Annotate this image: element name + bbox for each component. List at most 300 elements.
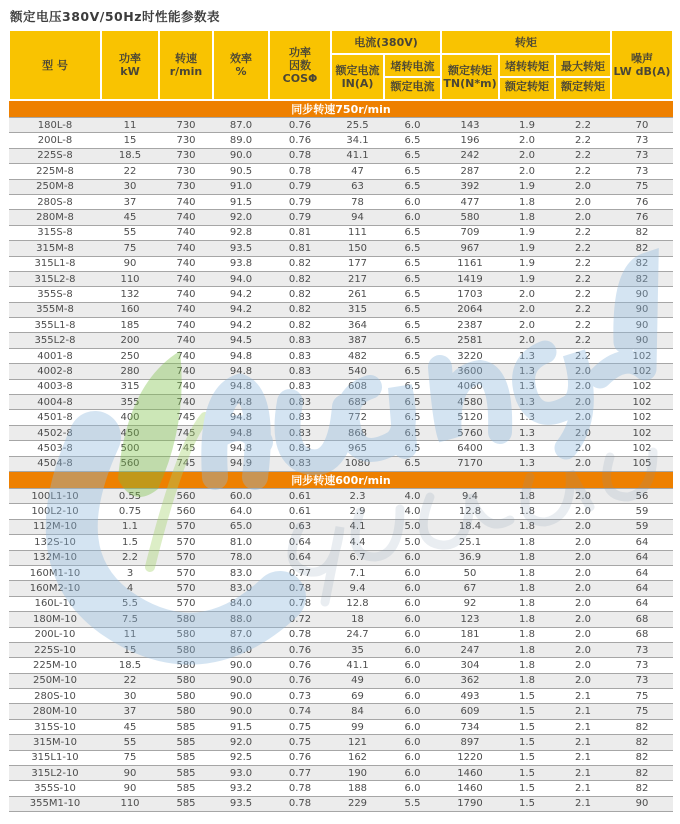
col-header-speed: 转速 r/min xyxy=(159,30,213,100)
value-cell: 0.81 xyxy=(269,241,331,256)
value-cell: 67 xyxy=(441,581,499,596)
value-cell: 90 xyxy=(611,287,673,302)
model-cell: 132M-10 xyxy=(9,550,101,565)
value-cell: 75 xyxy=(101,241,159,256)
value-cell: 6.7 xyxy=(331,550,384,565)
value-cell: 1220 xyxy=(441,750,499,765)
value-cell: 730 xyxy=(159,118,213,133)
value-cell: 25.5 xyxy=(331,118,384,133)
value-cell: 6.5 xyxy=(384,271,441,286)
value-cell: 4580 xyxy=(441,395,499,410)
value-cell: 2.2 xyxy=(555,287,611,302)
model-cell: 315M-8 xyxy=(9,241,101,256)
value-cell: 87.0 xyxy=(213,118,269,133)
value-cell: 2.0 xyxy=(499,287,555,302)
value-cell: 0.76 xyxy=(269,658,331,673)
value-cell: 82 xyxy=(611,750,673,765)
value-cell: 4.1 xyxy=(331,519,384,534)
model-cell: 355L1-8 xyxy=(9,318,101,333)
spec-table xyxy=(8,29,674,812)
value-cell: 2.9 xyxy=(331,504,384,519)
value-cell: 59 xyxy=(611,519,673,534)
model-cell: 4502-8 xyxy=(9,425,101,440)
value-cell: 196 xyxy=(441,133,499,148)
value-cell: 6.0 xyxy=(384,210,441,225)
value-cell: 73 xyxy=(611,164,673,179)
value-cell: 1.8 xyxy=(499,658,555,673)
table-row xyxy=(9,735,673,750)
value-cell: 0.76 xyxy=(269,750,331,765)
value-cell: 82 xyxy=(611,719,673,734)
table-row xyxy=(9,148,673,163)
model-cell: 4002-8 xyxy=(9,364,101,379)
value-cell: 2387 xyxy=(441,318,499,333)
value-cell: 0.78 xyxy=(269,796,331,811)
value-cell: 0.83 xyxy=(269,333,331,348)
value-cell: 6.0 xyxy=(384,658,441,673)
value-cell: 123 xyxy=(441,612,499,627)
model-cell: 100L1-10 xyxy=(9,488,101,503)
table-row xyxy=(9,410,673,425)
col-header-power: 功率 kW xyxy=(101,30,159,100)
model-cell: 355M1-10 xyxy=(9,796,101,811)
col-header-model: 型 号 xyxy=(9,30,101,100)
value-cell: 6.5 xyxy=(384,256,441,271)
table-row xyxy=(9,719,673,734)
value-cell: 280 xyxy=(101,364,159,379)
value-cell: 41.1 xyxy=(331,148,384,163)
value-cell: 0.83 xyxy=(269,379,331,394)
value-cell: 247 xyxy=(441,642,499,657)
value-cell: 540 xyxy=(331,364,384,379)
value-cell: 2.1 xyxy=(555,781,611,796)
value-cell: 91.5 xyxy=(213,194,269,209)
value-cell: 2.2 xyxy=(555,348,611,363)
value-cell: 0.61 xyxy=(269,504,331,519)
value-cell: 5.0 xyxy=(384,535,441,550)
value-cell: 2.0 xyxy=(555,364,611,379)
value-cell: 6.5 xyxy=(384,395,441,410)
col-header-max-torque-ratio: 最大转矩 额定转矩 xyxy=(555,54,611,100)
value-cell: 580 xyxy=(159,689,213,704)
value-cell: 93.5 xyxy=(213,796,269,811)
value-cell: 102 xyxy=(611,441,673,456)
value-cell: 0.83 xyxy=(269,456,331,471)
value-cell: 772 xyxy=(331,410,384,425)
col-header-rated-current: 额定电流 IN(A) xyxy=(331,54,384,100)
value-cell: 1.3 xyxy=(499,348,555,363)
col-header-efficiency: 效率 % xyxy=(213,30,269,100)
value-cell: 2581 xyxy=(441,333,499,348)
value-cell: 0.83 xyxy=(269,441,331,456)
value-cell: 2.2 xyxy=(555,318,611,333)
value-cell: 2.0 xyxy=(555,425,611,440)
value-cell: 65.0 xyxy=(213,519,269,534)
value-cell: 740 xyxy=(159,395,213,410)
value-cell: 102 xyxy=(611,348,673,363)
value-cell: 2.2 xyxy=(555,225,611,240)
value-cell: 83.0 xyxy=(213,565,269,580)
value-cell: 740 xyxy=(159,241,213,256)
model-cell: 4001-8 xyxy=(9,348,101,363)
table-row xyxy=(9,256,673,271)
value-cell: 1.8 xyxy=(499,673,555,688)
value-cell: 6.5 xyxy=(384,379,441,394)
value-cell: 868 xyxy=(331,425,384,440)
value-cell: 6.0 xyxy=(384,719,441,734)
value-cell: 6400 xyxy=(441,441,499,456)
col-group-torque: 转矩 xyxy=(441,30,611,54)
value-cell: 0.82 xyxy=(269,256,331,271)
value-cell: 740 xyxy=(159,194,213,209)
section-band xyxy=(9,100,673,118)
model-cell: 160M2-10 xyxy=(9,581,101,596)
value-cell: 73 xyxy=(611,133,673,148)
value-cell: 73 xyxy=(611,658,673,673)
value-cell: 2064 xyxy=(441,302,499,317)
table-row xyxy=(9,766,673,781)
value-cell: 110 xyxy=(101,796,159,811)
value-cell: 190 xyxy=(331,766,384,781)
table-row xyxy=(9,704,673,719)
model-cell: 112M-10 xyxy=(9,519,101,534)
model-cell: 315L2-10 xyxy=(9,766,101,781)
value-cell: 2.0 xyxy=(555,612,611,627)
value-cell: 570 xyxy=(159,550,213,565)
value-cell: 1460 xyxy=(441,766,499,781)
model-cell: 250M-10 xyxy=(9,673,101,688)
value-cell: 1.8 xyxy=(499,194,555,209)
value-cell: 50 xyxy=(441,565,499,580)
value-cell: 0.79 xyxy=(269,194,331,209)
value-cell: 2.2 xyxy=(555,271,611,286)
value-cell: 609 xyxy=(441,704,499,719)
value-cell: 18.5 xyxy=(101,148,159,163)
value-cell: 181 xyxy=(441,627,499,642)
model-cell: 280S-8 xyxy=(9,194,101,209)
value-cell: 315 xyxy=(101,379,159,394)
model-cell: 355M-8 xyxy=(9,302,101,317)
value-cell: 86.0 xyxy=(213,642,269,657)
value-cell: 105 xyxy=(611,456,673,471)
value-cell: 730 xyxy=(159,148,213,163)
value-cell: 740 xyxy=(159,225,213,240)
value-cell: 2.0 xyxy=(499,302,555,317)
value-cell: 2.0 xyxy=(555,456,611,471)
table-row xyxy=(9,241,673,256)
value-cell: 11 xyxy=(101,118,159,133)
value-cell: 45 xyxy=(101,210,159,225)
value-cell: 2.3 xyxy=(331,488,384,503)
value-cell: 560 xyxy=(159,504,213,519)
value-cell: 500 xyxy=(101,441,159,456)
value-cell: 6.0 xyxy=(384,642,441,657)
value-cell: 90 xyxy=(101,766,159,781)
col-header-locked-rotor-torque-ratio: 堵转转矩 额定转矩 xyxy=(499,54,555,100)
model-cell: 200L-8 xyxy=(9,133,101,148)
value-cell: 1.8 xyxy=(499,535,555,550)
value-cell: 2.0 xyxy=(555,395,611,410)
value-cell: 7.1 xyxy=(331,565,384,580)
value-cell: 570 xyxy=(159,581,213,596)
value-cell: 94 xyxy=(331,210,384,225)
value-cell: 82 xyxy=(611,225,673,240)
value-cell: 90 xyxy=(611,302,673,317)
value-cell: 35 xyxy=(331,642,384,657)
value-cell: 94.9 xyxy=(213,456,269,471)
value-cell: 585 xyxy=(159,766,213,781)
value-cell: 82 xyxy=(611,781,673,796)
value-cell: 94.8 xyxy=(213,395,269,410)
value-cell: 608 xyxy=(331,379,384,394)
table-row xyxy=(9,395,673,410)
model-cell: 160M1-10 xyxy=(9,565,101,580)
table-row xyxy=(9,565,673,580)
value-cell: 1.8 xyxy=(499,612,555,627)
value-cell: 2.0 xyxy=(555,581,611,596)
value-cell: 1.3 xyxy=(499,410,555,425)
value-cell: 2.0 xyxy=(555,179,611,194)
table-row xyxy=(9,642,673,657)
value-cell: 0.78 xyxy=(269,148,331,163)
value-cell: 64 xyxy=(611,550,673,565)
model-cell: 225S-8 xyxy=(9,148,101,163)
value-cell: 1.1 xyxy=(101,519,159,534)
value-cell: 570 xyxy=(159,565,213,580)
value-cell: 3220 xyxy=(441,348,499,363)
value-cell: 1.3 xyxy=(499,364,555,379)
value-cell: 94.8 xyxy=(213,379,269,394)
value-cell: 1703 xyxy=(441,287,499,302)
value-cell: 22 xyxy=(101,164,159,179)
value-cell: 1.3 xyxy=(499,379,555,394)
value-cell: 3600 xyxy=(441,364,499,379)
table-row xyxy=(9,133,673,148)
value-cell: 92.5 xyxy=(213,750,269,765)
value-cell: 76 xyxy=(611,210,673,225)
col-header-power-factor: 功率 因数 COSΦ xyxy=(269,30,331,100)
table-row xyxy=(9,364,673,379)
value-cell: 450 xyxy=(101,425,159,440)
value-cell: 82 xyxy=(611,271,673,286)
value-cell: 2.0 xyxy=(499,148,555,163)
value-cell: 111 xyxy=(331,225,384,240)
value-cell: 2.2 xyxy=(555,256,611,271)
value-cell: 2.0 xyxy=(555,410,611,425)
value-cell: 60.0 xyxy=(213,488,269,503)
value-cell: 0.77 xyxy=(269,766,331,781)
table-row xyxy=(9,318,673,333)
table-row xyxy=(9,179,673,194)
table-row xyxy=(9,456,673,471)
value-cell: 24.7 xyxy=(331,627,384,642)
spec-table-body xyxy=(9,100,673,812)
value-cell: 387 xyxy=(331,333,384,348)
value-cell: 22 xyxy=(101,673,159,688)
model-cell: 200L-10 xyxy=(9,627,101,642)
value-cell: 37 xyxy=(101,704,159,719)
value-cell: 585 xyxy=(159,750,213,765)
value-cell: 580 xyxy=(159,658,213,673)
value-cell: 740 xyxy=(159,287,213,302)
value-cell: 132 xyxy=(101,287,159,302)
model-cell: 355S-8 xyxy=(9,287,101,302)
value-cell: 45 xyxy=(101,719,159,734)
value-cell: 6.0 xyxy=(384,550,441,565)
value-cell: 75 xyxy=(611,689,673,704)
value-cell: 1.8 xyxy=(499,565,555,580)
value-cell: 580 xyxy=(159,642,213,657)
value-cell: 0.76 xyxy=(269,133,331,148)
value-cell: 94.8 xyxy=(213,410,269,425)
value-cell: 1.9 xyxy=(499,271,555,286)
value-cell: 1.3 xyxy=(499,441,555,456)
value-cell: 93.0 xyxy=(213,766,269,781)
section-band-label: 同步转速750r/min xyxy=(9,100,673,118)
table-row xyxy=(9,750,673,765)
value-cell: 745 xyxy=(159,456,213,471)
value-cell: 78 xyxy=(331,194,384,209)
value-cell: 1.5 xyxy=(499,689,555,704)
col-header-locked-rotor-current-ratio: 堵转电流 额定电流 xyxy=(384,54,441,100)
value-cell: 0.77 xyxy=(269,565,331,580)
value-cell: 745 xyxy=(159,425,213,440)
value-cell: 94.5 xyxy=(213,333,269,348)
page-title: 额定电压380V/50Hz时性能参数表 xyxy=(10,9,220,24)
value-cell: 81.0 xyxy=(213,535,269,550)
value-cell: 4060 xyxy=(441,379,499,394)
value-cell: 355 xyxy=(101,395,159,410)
value-cell: 102 xyxy=(611,364,673,379)
value-cell: 580 xyxy=(159,704,213,719)
value-cell: 89.0 xyxy=(213,133,269,148)
value-cell: 0.78 xyxy=(269,581,331,596)
value-cell: 585 xyxy=(159,796,213,811)
value-cell: 2.0 xyxy=(555,596,611,611)
value-cell: 0.82 xyxy=(269,318,331,333)
model-cell: 225S-10 xyxy=(9,642,101,657)
value-cell: 250 xyxy=(101,348,159,363)
value-cell: 64 xyxy=(611,565,673,580)
value-cell: 68 xyxy=(611,612,673,627)
value-cell: 6.5 xyxy=(384,179,441,194)
value-cell: 745 xyxy=(159,410,213,425)
value-cell: 93.8 xyxy=(213,256,269,271)
table-row xyxy=(9,118,673,133)
value-cell: 1.8 xyxy=(499,642,555,657)
table-row xyxy=(9,271,673,286)
value-cell: 92 xyxy=(441,596,499,611)
value-cell: 0.83 xyxy=(269,425,331,440)
value-cell: 0.78 xyxy=(269,596,331,611)
value-cell: 730 xyxy=(159,179,213,194)
table-row xyxy=(9,550,673,565)
value-cell: 162 xyxy=(331,750,384,765)
model-cell: 100L2-10 xyxy=(9,504,101,519)
table-row xyxy=(9,225,673,240)
table-row xyxy=(9,796,673,811)
value-cell: 18.5 xyxy=(101,658,159,673)
table-row xyxy=(9,612,673,627)
model-cell: 315S-8 xyxy=(9,225,101,240)
value-cell: 2.0 xyxy=(555,210,611,225)
value-cell: 580 xyxy=(159,673,213,688)
value-cell: 0.83 xyxy=(269,364,331,379)
value-cell: 6.5 xyxy=(384,441,441,456)
value-cell: 5.0 xyxy=(384,519,441,534)
value-cell: 93.2 xyxy=(213,781,269,796)
value-cell: 99 xyxy=(331,719,384,734)
value-cell: 2.1 xyxy=(555,766,611,781)
value-cell: 1.5 xyxy=(499,704,555,719)
value-cell: 740 xyxy=(159,256,213,271)
value-cell: 1.9 xyxy=(499,179,555,194)
value-cell: 75 xyxy=(611,179,673,194)
model-cell: 4501-8 xyxy=(9,410,101,425)
value-cell: 188 xyxy=(331,781,384,796)
value-cell: 83.0 xyxy=(213,581,269,596)
catalog-page xyxy=(0,7,680,824)
value-cell: 4.0 xyxy=(384,504,441,519)
value-cell: 102 xyxy=(611,395,673,410)
value-cell: 1.9 xyxy=(499,241,555,256)
model-cell: 4004-8 xyxy=(9,395,101,410)
value-cell: 0.81 xyxy=(269,225,331,240)
value-cell: 2.0 xyxy=(555,379,611,394)
value-cell: 493 xyxy=(441,689,499,704)
value-cell: 0.79 xyxy=(269,179,331,194)
value-cell: 0.82 xyxy=(269,302,331,317)
value-cell: 585 xyxy=(159,735,213,750)
value-cell: 6.0 xyxy=(384,627,441,642)
value-cell: 91.0 xyxy=(213,179,269,194)
model-cell: 315L1-8 xyxy=(9,256,101,271)
value-cell: 734 xyxy=(441,719,499,734)
value-cell: 242 xyxy=(441,148,499,163)
value-cell: 2.0 xyxy=(555,441,611,456)
value-cell: 68 xyxy=(611,627,673,642)
value-cell: 1.5 xyxy=(499,750,555,765)
value-cell: 2.2 xyxy=(101,550,159,565)
value-cell: 143 xyxy=(441,118,499,133)
value-cell: 94.2 xyxy=(213,287,269,302)
value-cell: 82 xyxy=(611,735,673,750)
model-cell: 315L2-8 xyxy=(9,271,101,286)
value-cell: 18 xyxy=(331,612,384,627)
value-cell: 0.76 xyxy=(269,642,331,657)
value-cell: 6.5 xyxy=(384,287,441,302)
value-cell: 73 xyxy=(611,673,673,688)
value-cell: 709 xyxy=(441,225,499,240)
value-cell: 0.76 xyxy=(269,118,331,133)
model-cell: 355L2-8 xyxy=(9,333,101,348)
value-cell: 6.5 xyxy=(384,302,441,317)
value-cell: 90 xyxy=(611,333,673,348)
value-cell: 2.2 xyxy=(555,118,611,133)
value-cell: 90.0 xyxy=(213,673,269,688)
value-cell: 0.82 xyxy=(269,271,331,286)
value-cell: 2.2 xyxy=(555,133,611,148)
value-cell: 30 xyxy=(101,689,159,704)
value-cell: 304 xyxy=(441,658,499,673)
value-cell: 36.9 xyxy=(441,550,499,565)
model-cell: 225M-8 xyxy=(9,164,101,179)
value-cell: 0.74 xyxy=(269,704,331,719)
value-cell: 90 xyxy=(101,781,159,796)
model-cell: 180L-8 xyxy=(9,118,101,133)
value-cell: 90 xyxy=(611,318,673,333)
value-cell: 64 xyxy=(611,596,673,611)
